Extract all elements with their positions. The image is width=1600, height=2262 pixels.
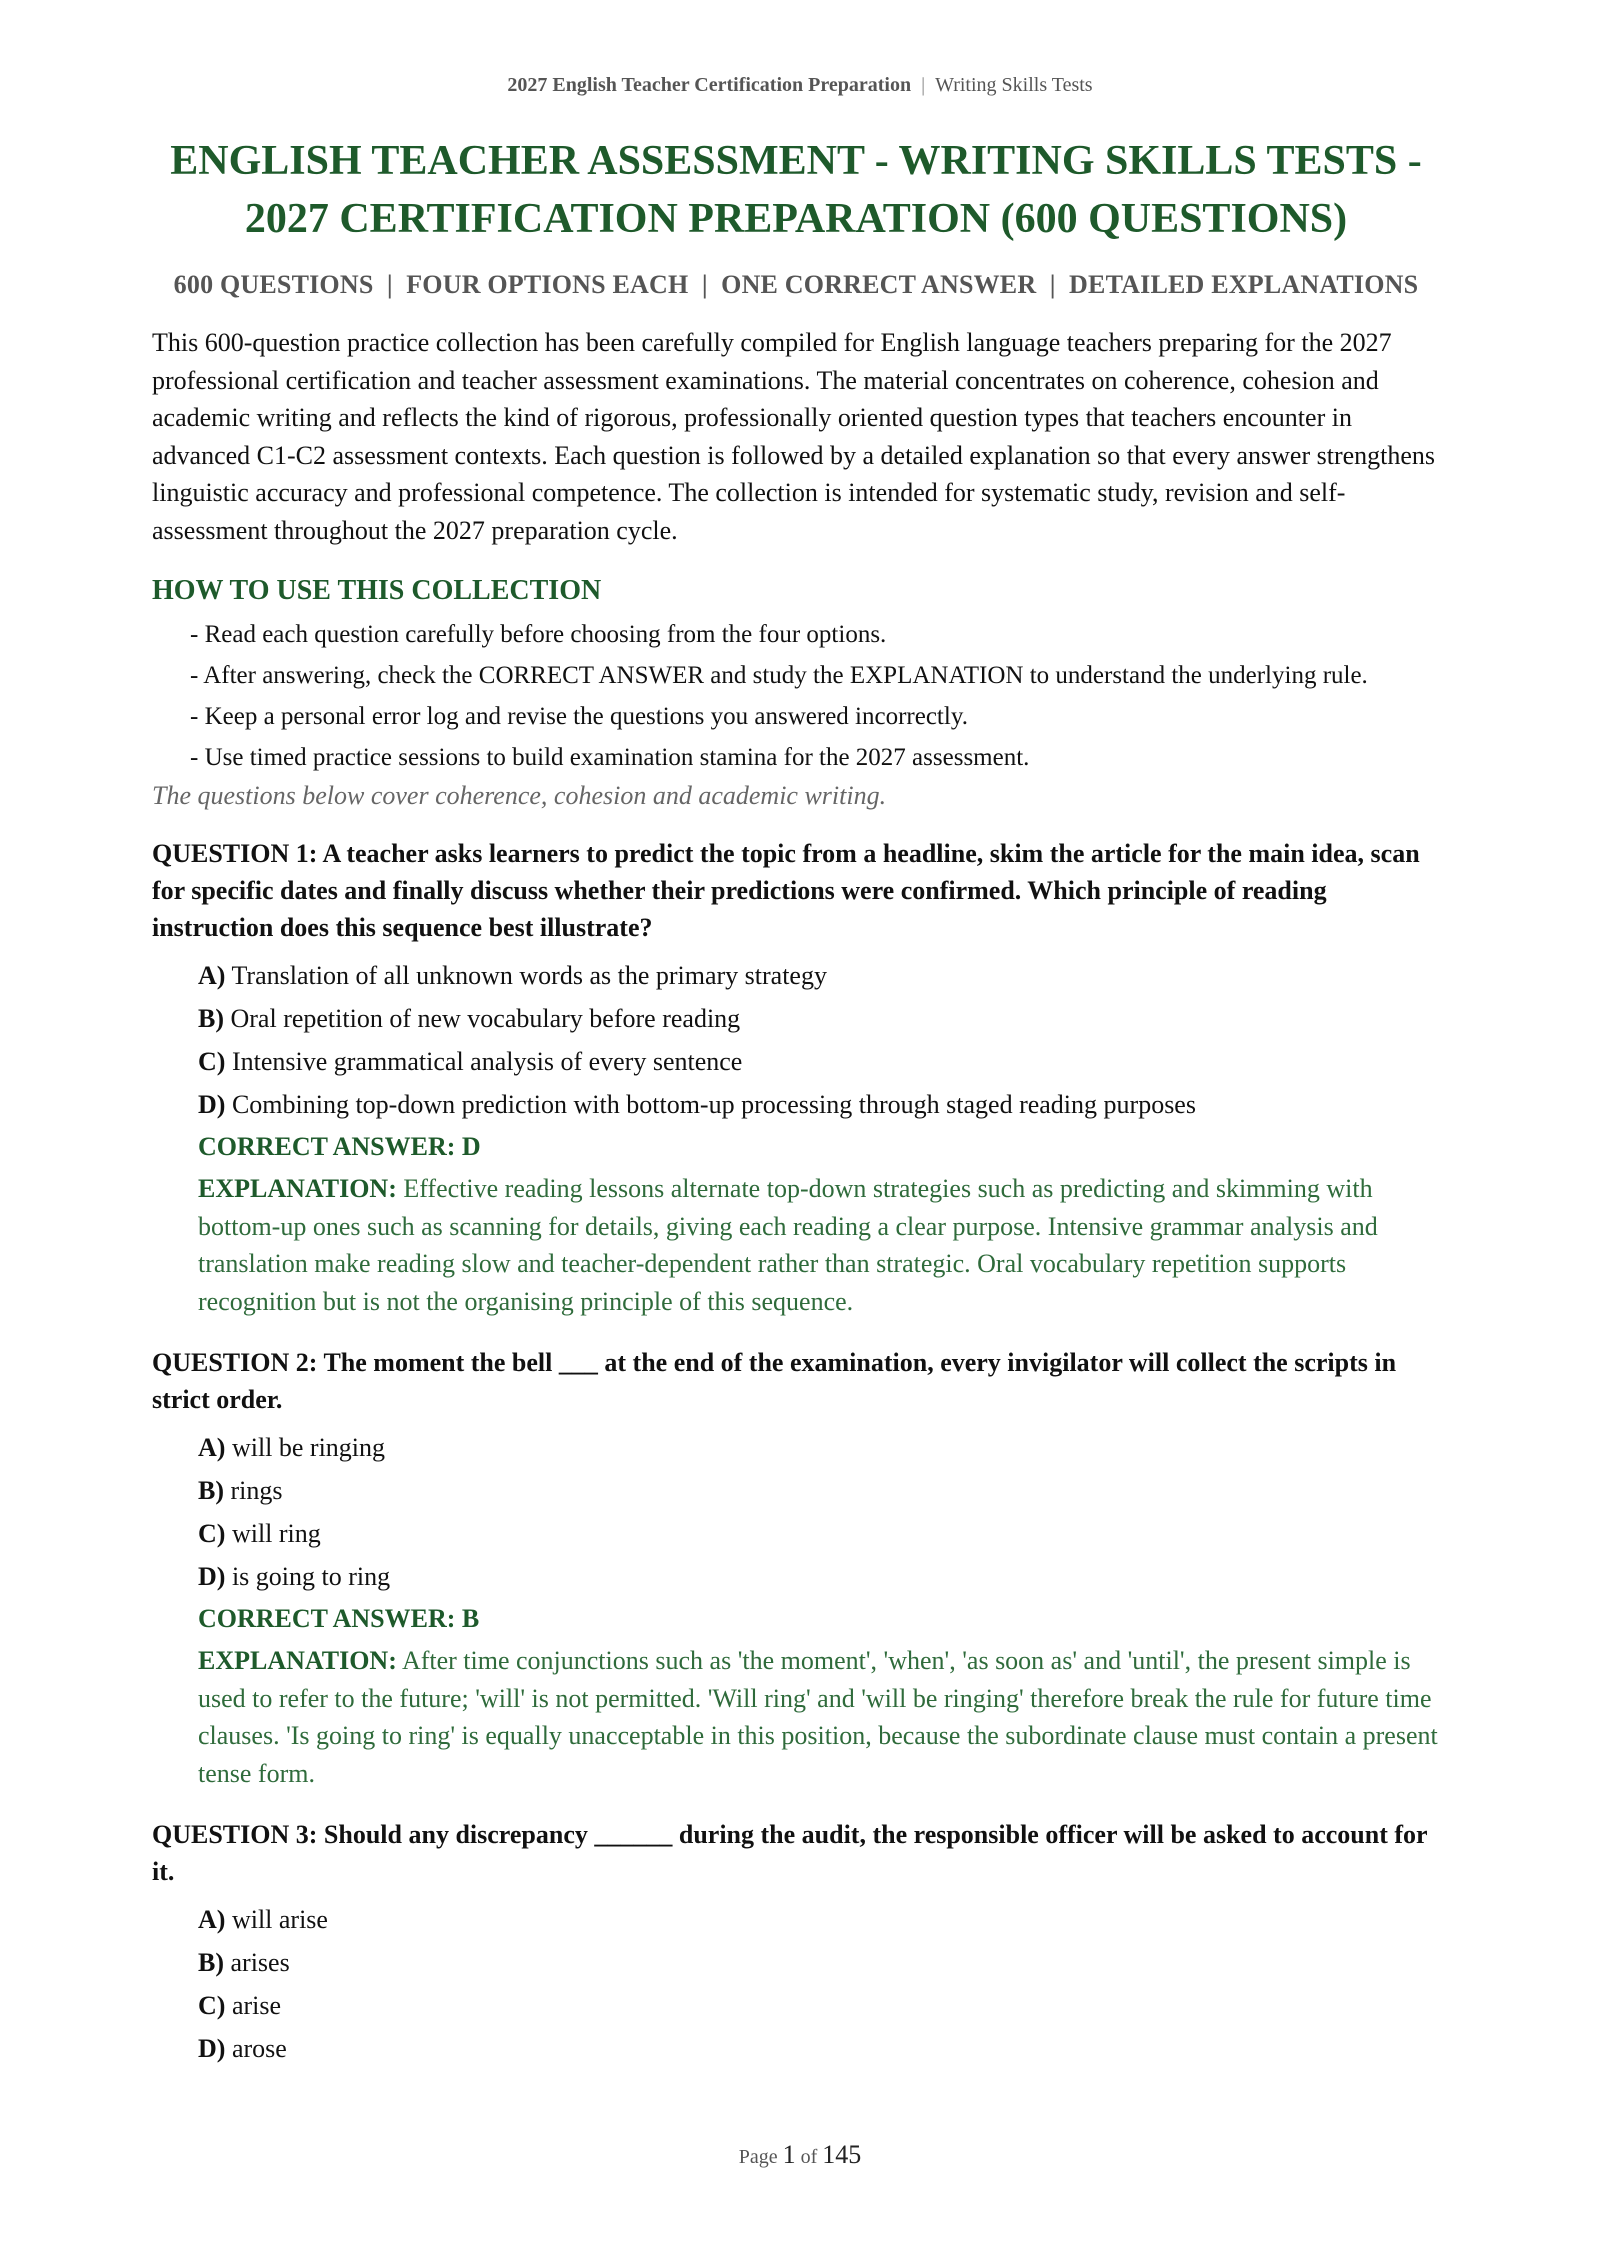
question-text: QUESTION 3: Should any discrepancy ______ during the audit, the responsible officer will be asked to account for it.	[152, 1820, 1428, 1886]
option-b	[198, 1941, 1440, 1984]
option-letter: C)	[198, 1519, 226, 1548]
option-b	[198, 997, 1440, 1040]
option-letter: B)	[198, 1948, 224, 1977]
option-d	[198, 2027, 1440, 2070]
option-c	[198, 1040, 1440, 1083]
page-total: 145	[822, 2140, 862, 2169]
option-letter: B)	[198, 1004, 224, 1033]
option-text: is going to ring	[231, 1562, 391, 1591]
document-subtitle: 600 QUESTIONS | FOUR OPTIONS EACH | ONE CORRECT ANSWER | DETAILED EXPLANATIONS	[173, 270, 1419, 299]
question-2	[152, 1344, 1440, 1792]
explanation	[198, 1170, 1440, 1320]
option-text: will arise	[231, 1905, 328, 1934]
option-a	[198, 954, 1440, 997]
option-a	[198, 1426, 1440, 1469]
option-letter: A)	[198, 1433, 226, 1462]
option-letter: B)	[198, 1476, 224, 1505]
option-text: will be ringing	[231, 1433, 386, 1462]
header-right: Writing Skills Tests	[935, 74, 1093, 96]
option-text: arose	[231, 2034, 287, 2063]
howto-item: - Use timed practice sessions to build examination stamina for the 2027 assessment.	[190, 744, 1030, 771]
explanation-label: EXPLANATION:	[198, 1646, 397, 1675]
option-letter: C)	[198, 1991, 226, 2020]
option-text: Oral repetition of new vocabulary before reading	[230, 1004, 741, 1033]
option-b	[198, 1469, 1440, 1512]
option-a	[198, 1898, 1440, 1941]
correct-answer: CORRECT ANSWER: B	[198, 1604, 480, 1633]
page-number: 1	[782, 2140, 796, 2169]
question-text: QUESTION 2: The moment the bell ___ at the end of the examination, every invigilator will collect the scripts in strict order.	[152, 1348, 1397, 1414]
option-text: arises	[230, 1948, 290, 1977]
option-text: Combining top-down prediction with bottom-up processing through staged reading purposes	[231, 1090, 1196, 1119]
option-d	[198, 1555, 1440, 1598]
option-text: will ring	[231, 1519, 321, 1548]
option-letter: C)	[198, 1047, 226, 1076]
header-left: 2027 English Teacher Certification Preparation	[507, 74, 912, 96]
page-footer	[0, 2140, 1600, 2170]
howto-item: - After answering, check the CORRECT ANSWER and study the EXPLANATION to understand the underlying rule.	[190, 662, 1368, 689]
howto-item: - Read each question carefully before choosing from the four options.	[190, 621, 887, 648]
option-letter: A)	[198, 961, 226, 990]
option-text: arise	[231, 1991, 282, 2020]
correct-answer: CORRECT ANSWER: D	[198, 1132, 481, 1161]
main-content	[152, 132, 1440, 2070]
question-3	[152, 1816, 1440, 2070]
intro-paragraph: This 600-question practice collection has been carefully compiled for English language teachers preparing for the 2027 professional certification and teacher assessment examinations. The material concentrates on coherence, cohesion and academic writing and reflects the kind of rigorous, professionally oriented question types that teachers encounter in advanced C1-C2 assessment contexts. Each question is followed by a detailed explanation so that every answer strengthens linguistic accuracy and professional competence. The collection is intended for systematic study, revision and self-assessment throughout the 2027 preparation cycle.	[152, 328, 1436, 545]
option-list	[198, 1426, 1440, 1598]
option-letter: D)	[198, 1562, 226, 1591]
header-separator: |	[921, 74, 926, 96]
question-text: QUESTION 1: A teacher asks learners to predict the topic from a headline, skim the article for the main idea, scan for specific dates and finally discuss whether their predictions were confirmed. Which principle of reading instruction does this sequence best illustrate?	[152, 839, 1420, 942]
option-c	[198, 1984, 1440, 2027]
option-c	[198, 1512, 1440, 1555]
document-title	[152, 132, 1440, 248]
howto-item: - Keep a personal error log and revise the questions you answered incorrectly.	[190, 703, 968, 730]
howto-list	[190, 617, 1440, 775]
explanation-text: Effective reading lessons alternate top-down strategies such as predicting and skimming with bottom-up ones such as scanning for details, giving each reading a clear purpose. Intensive grammar analysis and translation make reading slow and teacher-dependent rather than strategic. Oral vocabulary repetition supports recognition but is not the organising principle of this sequence.	[198, 1174, 1378, 1316]
running-header	[0, 74, 1600, 97]
explanation	[198, 1642, 1440, 1792]
explanation-text: After time conjunctions such as 'the moment', 'when', 'as soon as' and 'until', the present simple is used to refer to the future; 'will' is not permitted. 'Will ring' and 'will be ringing' therefore break the rule for future time clauses. 'Is going to ring' is equally unacceptable in this position, because the subordinate clause must contain a present tense form.	[198, 1646, 1438, 1788]
question-1	[152, 835, 1440, 1320]
option-letter: A)	[198, 1905, 226, 1934]
option-list	[198, 954, 1440, 1126]
explanation-label: EXPLANATION:	[198, 1174, 397, 1203]
option-letter: D)	[198, 2034, 226, 2063]
option-list	[198, 1898, 1440, 2070]
option-text: rings	[230, 1476, 283, 1505]
title-line-2: 2027 CERTIFICATION PREPARATION (600 QUESTIONS)	[244, 196, 1348, 242]
title-line-1: ENGLISH TEACHER ASSESSMENT - WRITING SKILLS TESTS -	[170, 138, 1422, 184]
of-word: of	[800, 2146, 818, 2168]
page-word: Page	[738, 2146, 778, 2168]
option-text: Intensive grammatical analysis of every sentence	[231, 1047, 743, 1076]
section-note: The questions below cover coherence, cohesion and academic writing.	[152, 781, 887, 810]
option-d	[198, 1083, 1440, 1126]
option-letter: D)	[198, 1090, 226, 1119]
howto-heading: HOW TO USE THIS COLLECTION	[152, 575, 602, 606]
option-text: Translation of all unknown words as the primary strategy	[231, 961, 827, 990]
